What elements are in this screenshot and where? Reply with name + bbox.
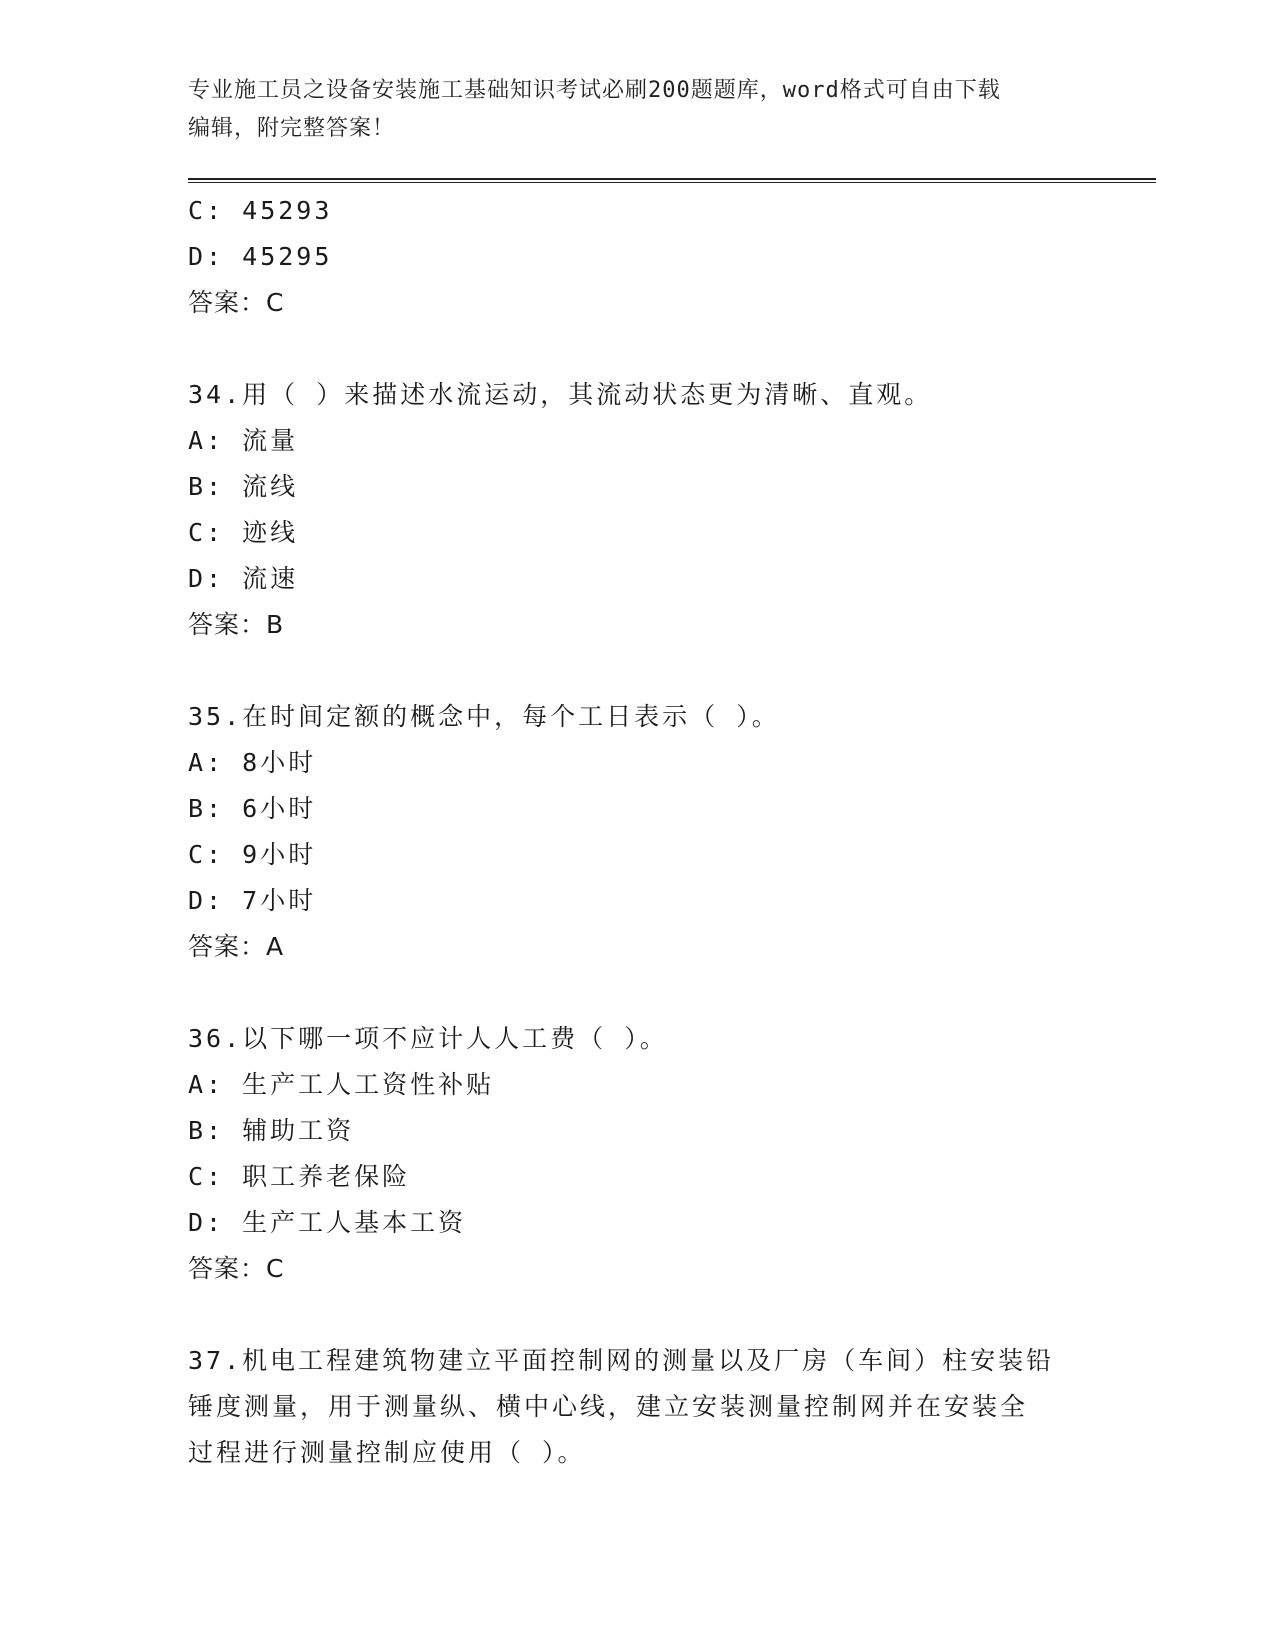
option-d: D: 7小时 <box>188 886 317 915</box>
option-b: B: 流线 <box>188 472 299 501</box>
question-list <box>188 188 1088 1476</box>
document-header <box>188 72 1088 148</box>
option-a: A: 8小时 <box>188 748 317 777</box>
spacer <box>188 1292 1088 1338</box>
spacer <box>188 648 1088 694</box>
option-c: C: 职工养老保险 <box>188 1162 411 1191</box>
option-d: D: 生产工人基本工资 <box>188 1208 467 1237</box>
question-stem-line-3: 过程进行测量控制应使用（ ）。 <box>188 1438 586 1467</box>
header-line-1: 专业施工员之设备安装施工基础知识考试必刷200题题库，word格式可自由下载 <box>188 78 1001 103</box>
question-35 <box>188 694 1088 970</box>
option-d: D: 流速 <box>188 564 299 593</box>
option-a: A: 流量 <box>188 426 299 455</box>
question-stem: 36.以下哪一项不应计人人工费（ ）。 <box>188 1024 668 1053</box>
header-line-2: 编辑，附完整答案！ <box>188 116 396 141</box>
answer-label: 答案：C <box>188 1254 285 1283</box>
question-stem-line-1: 37.机电工程建筑物建立平面控制网的测量以及厂房（车间）柱安装铅 <box>188 1346 1055 1375</box>
question-37 <box>188 1338 1088 1476</box>
spacer <box>188 970 1088 1016</box>
option-a: A: 生产工人工资性补贴 <box>188 1070 495 1099</box>
option-b: B: 6小时 <box>188 794 317 823</box>
option-b: B: 辅助工资 <box>188 1116 355 1145</box>
question-stem: 34.用（ ）来描述水流运动，其流动状态更为清晰、直观。 <box>188 380 933 409</box>
question-36 <box>188 1016 1088 1292</box>
option-c: C: 9小时 <box>188 840 317 869</box>
question-34 <box>188 372 1088 648</box>
option-d: D: 45295 <box>188 242 333 271</box>
question-33-tail <box>188 188 1088 326</box>
option-c: C: 迹线 <box>188 518 299 547</box>
answer-label: 答案：A <box>188 932 285 961</box>
spacer <box>188 326 1088 372</box>
question-stem-line-2: 锤度测量，用于测量纵、横中心线，建立安装测量控制网并在安装全 <box>188 1392 1029 1421</box>
header-divider <box>188 178 1156 183</box>
option-c: C: 45293 <box>188 196 333 225</box>
question-stem: 35.在时间定额的概念中，每个工日表示（ ）。 <box>188 702 780 731</box>
answer-label: 答案：B <box>188 610 285 639</box>
answer-label: 答案：C <box>188 288 285 317</box>
